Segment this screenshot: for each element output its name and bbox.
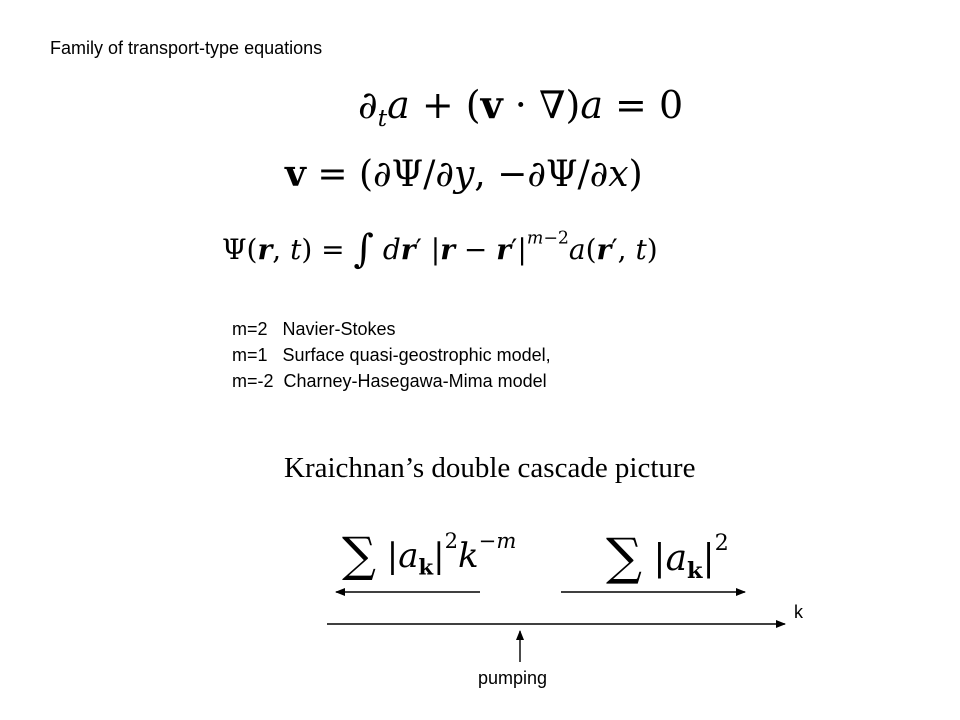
model-item: m=1 Surface quasi-geostrophic model, [232,345,551,365]
slide-title: Family of transport-type equations [50,38,323,58]
k-axis-label: k [794,602,803,622]
cascade-heading: Kraichnan’s double cascade picture [284,452,696,484]
stream-function-equation: Ψ(r, t) = ∫ dr′ $|r - r'|^{m-2}a(r'$, t) [222,227,658,272]
model-item: m=2 Navier-Stokes [232,319,396,339]
pumping-label: pumping [478,668,548,688]
right-cascade-quantity: ∑ $|a_k|^2$ [606,527,729,586]
velocity-equation: v = (∂Ψ/∂y, −∂Ψ/∂x) [285,153,643,195]
transport-equation: $\partial_ta + (v \cdot \nabla)a = 0$ [358,82,684,133]
left-cascade-quantity: ∑ $|a_k|^2k^{-m}$ [342,528,517,583]
model-item: m=-2 Charney-Hasegawa-Mima model [232,371,547,391]
